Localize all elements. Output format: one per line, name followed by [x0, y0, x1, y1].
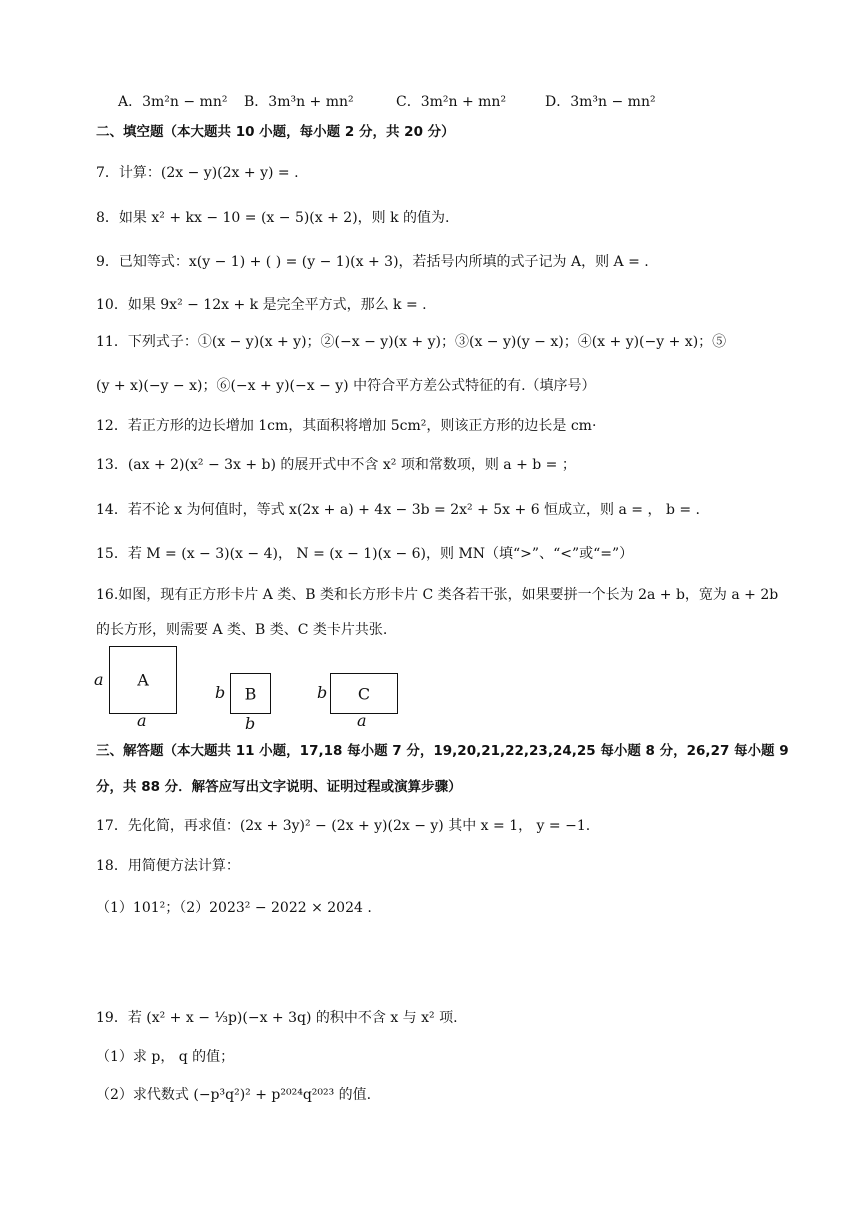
card-c-label: C: [357, 684, 371, 703]
question-14: 14．若不论 x 为何值时，等式 x(2x + a) + 4x − 3b = 2x² + 5x + 6 恒成立，则 a = ， b = .: [96, 502, 700, 518]
q6-option-c: C．3m²n + mn²: [396, 94, 507, 110]
question-16-line1: 16.如图，现有正方形卡片 A 类、B 类和长方形卡片 C 类各若干张，如果要拼一个长为 2a + b，宽为 a + 2b: [96, 587, 779, 603]
question-19-part2: （2）求代数式 (−p³q²)² + p²⁰²⁴q²⁰²³ 的值.: [96, 1087, 372, 1103]
card-c-side-label: b: [317, 683, 328, 702]
q6-option-b: B．3m³n + mn²: [244, 94, 354, 110]
question-13: 13．(ax + 2)(x² − 3x + b) 的展开式中不含 x² 项和常数项，则 a + b = ；: [96, 457, 576, 473]
card-b-square: [230, 673, 271, 714]
question-9: 9．已知等式：x(y − 1) + ( ) = (y − 1)(x + 3)，若括号内所填的式子记为 A，则 A = .: [96, 254, 649, 270]
question-17: 17．先化简，再求值：(2x + 3y)² − (2x + y)(2x − y) 其中 x = 1， y = −1.: [96, 818, 591, 834]
question-7: 7．计算：(2x − y)(2x + y) = .: [96, 165, 299, 181]
card-a-square: [109, 646, 177, 714]
question-11-line2: (y + x)(−y − x)；⑥(−x + y)(−x − y) 中符合平方差公式特征的有.（填序号）: [96, 378, 596, 394]
question-11-line1: 11．下列式子：①(x − y)(x + y)；②(−x − y)(x + y)；③(x − y)(y − x)；④(x + y)(−y + x)；⑤: [96, 334, 727, 350]
card-a-side-label: a: [94, 670, 104, 689]
question-18: 18．用简便方法计算：: [96, 858, 240, 874]
section3-heading-line2: 分，共 88 分．解答应写出文字说明、证明过程或演算步骤）: [96, 779, 462, 795]
card-a-label: A: [137, 670, 149, 690]
question-19-part1: （1）求 p， q 的值；: [96, 1049, 235, 1065]
q6-option-d: D．3m³n − mn²: [545, 94, 656, 110]
q6-option-a: A．3m²n − mn²: [118, 94, 228, 110]
question-16-line2: 的长方形，则需要 A 类、B 类、C 类卡片共张.: [96, 622, 388, 638]
card-b-side-label: b: [215, 683, 226, 702]
section3-heading-line1: 三、解答题（本大题共 11 小题，17,18 每小题 7 分，19,20,21,22,23,24,25 每小题 8 分，26,27 每小题 9: [96, 743, 789, 759]
section2-heading: 二、填空题（本大题共 10 小题，每小题 2 分，共 20 分）: [96, 124, 455, 140]
question-19: 19．若 (x² + x − ⅓p)(−x + 3q) 的积中不含 x 与 x² 项.: [96, 1010, 458, 1026]
card-b-label: B: [244, 684, 257, 703]
question-18-parts: （1）101²；（2）2023² − 2022 × 2024 .: [96, 900, 372, 916]
question-15: 15．若 M = (x − 3)(x − 4)， N = (x − 1)(x − 6)，则 MN（填“>”、“<”或“=”）: [96, 546, 634, 562]
card-b-bottom-label: b: [245, 714, 256, 733]
card-c-bottom-label: a: [357, 711, 367, 730]
question-10: 10．如果 9x² − 12x + k 是完全平方式，那么 k = .: [96, 297, 427, 313]
card-c-rectangle: [330, 673, 398, 714]
card-a-bottom-label: a: [137, 711, 147, 730]
question-8: 8．如果 x² + kx − 10 = (x − 5)(x + 2)，则 k 的值为.: [96, 210, 450, 226]
question-12: 12．若正方形的边长增加 1cm，其面积将增加 5cm²，则该正方形的边长是 cm·: [96, 418, 597, 434]
